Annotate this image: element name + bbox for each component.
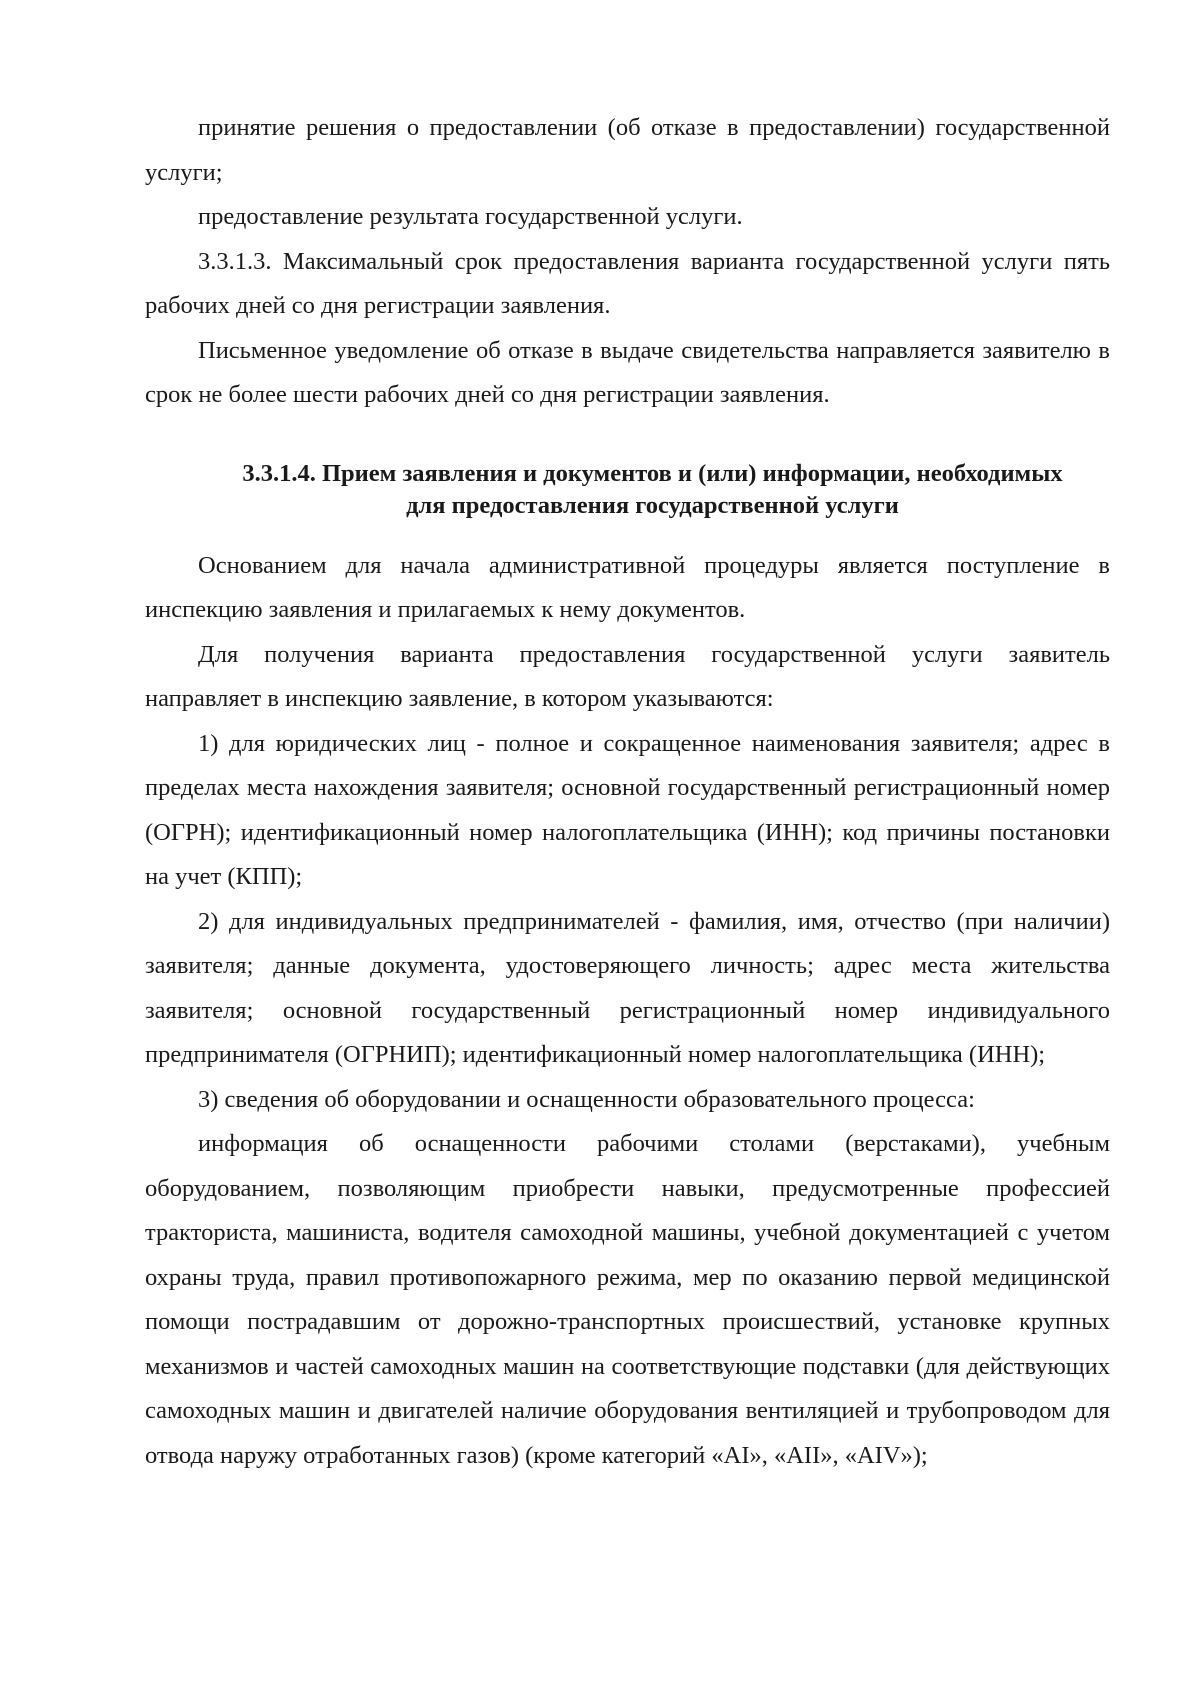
- section-heading-line-2: для предоставления государственной услуги: [406, 491, 899, 519]
- paragraph-equipment-info: информация об оснащенности рабочими столами (верстаками), учебным оборудованием, позволяющим приобрести навыки, предусмотренные профессией тракториста, машиниста, водителя самоходной машины, учебной документацией с учетом охраны труда, правил противопожарного режима, мер по оказанию первой медицинской помощи пострадавшим от дорожно-транспортных происшествий, установке крупных механизмов и частей самоходных машин на соответствующие подставки (для действующих самоходных машин и двигателей наличие оборудования вентиляцией и трубопроводом для отвода наружу отработанных газов) (кроме категорий «AI», «AII», «AIV»);: [145, 1130, 1110, 1469]
- list-item-equipment: 3) сведения об оборудовании и оснащенности образовательного процесса:: [198, 1085, 975, 1113]
- document-page: [145, 106, 1110, 1478]
- section-heading: [145, 458, 1110, 522]
- section-heading-line-1: 3.3.1.4. Прием заявления и документов и (или) информации, необходимых: [242, 459, 1063, 487]
- paragraph-application: Для получения варианта предоставления государственной услуги заявитель направляет в инспекцию заявление, в котором указываются:: [145, 640, 1110, 712]
- paragraph-grounds: Основанием для начала административной процедуры является поступление в инспекцию заявления и прилагаемых к нему документов.: [145, 551, 1110, 623]
- paragraph-result: предоставление результата государственной услуги.: [198, 203, 743, 230]
- list-item-legal-entities: 1) для юридических лиц - полное и сокращенное наименования заявителя; адрес в пределах места нахождения заявителя; основной государственный регистрационный номер (ОГРН); идентификационный номер налогоплательщика (ИНН); код причины постановки на учет (КПП);: [145, 729, 1110, 890]
- list-item-entrepreneurs: 2) для индивидуальных предпринимателей - фамилия, имя, отчество (при наличии) заявителя; данные документа, удостоверяющего личность; адрес места жительства заявителя; основной государственный регистрационный номер индивидуального предпринимателя (ОГРНИП); идентификационный номер налогоплательщика (ИНН);: [145, 907, 1110, 1068]
- paragraph-decision: принятие решения о предоставлении (об отказе в предоставлении) государственной услуги;: [145, 114, 1110, 186]
- paragraph-refusal-notice: Письменное уведомление об отказе в выдаче свидетельства направляется заявителю в срок не более шести рабочих дней со дня регистрации заявления.: [145, 336, 1110, 408]
- paragraph-max-term: 3.3.1.3. Максимальный срок предоставления варианта государственной услуги пять рабочих дней со дня регистрации заявления.: [145, 247, 1110, 319]
